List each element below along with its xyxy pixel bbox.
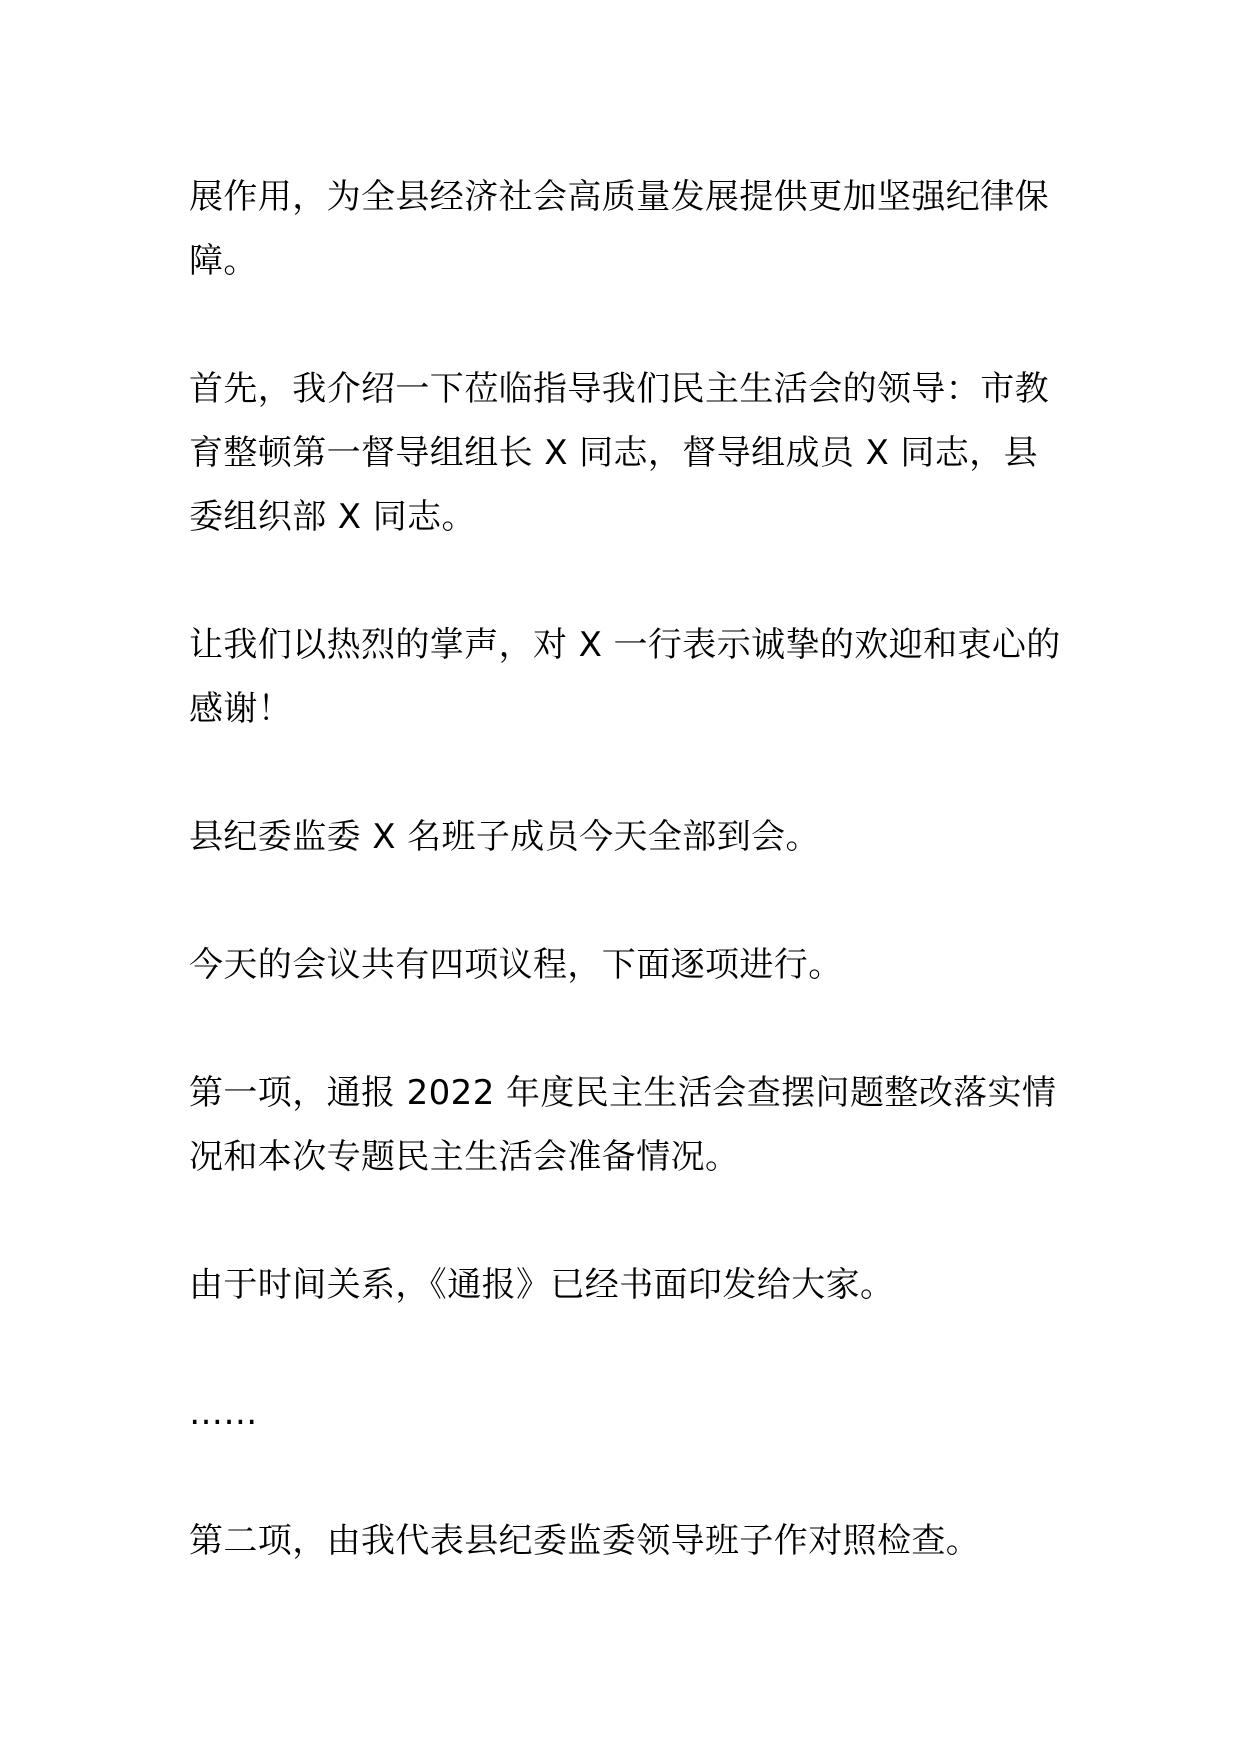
paragraph-ellipsis: …… [189,1393,258,1433]
paragraph-agenda-item-two: 第二项，由我代表县纪委监委领导班子作对照检查。 [189,1521,981,1561]
document-body [189,165,1067,1573]
paragraph-welcome-applause: 让我们以热烈的掌声，对 X 一行表示诚挚的欢迎和衷心的感谢！ [189,625,1061,729]
paragraph-attendance: 县纪委监委 X 名班子成员今天全部到会。 [189,817,820,857]
paragraph-guests-introduction: 首先，我介绍一下莅临指导我们民主生活会的领导：市教育整顿第一督导组组长 X 同志，督导组成员 X 同志，县委组织部 X 同志。 [189,369,1049,537]
paragraph-agenda-item-one: 第一项，通报 2022 年度民主生活会查摆问题整改落实情况和本次专题民主生活会准备情况。 [189,1073,1057,1177]
paragraph-agenda-overview: 今天的会议共有四项议程，下面逐项进行。 [189,945,843,985]
paragraph-closing-remarks: 展作用，为全县经济社会高质量发展提供更加坚强纪律保障。 [189,177,1049,281]
paragraph-report-distributed: 由于时间关系，《通报》已经书面印发给大家。 [189,1265,895,1305]
